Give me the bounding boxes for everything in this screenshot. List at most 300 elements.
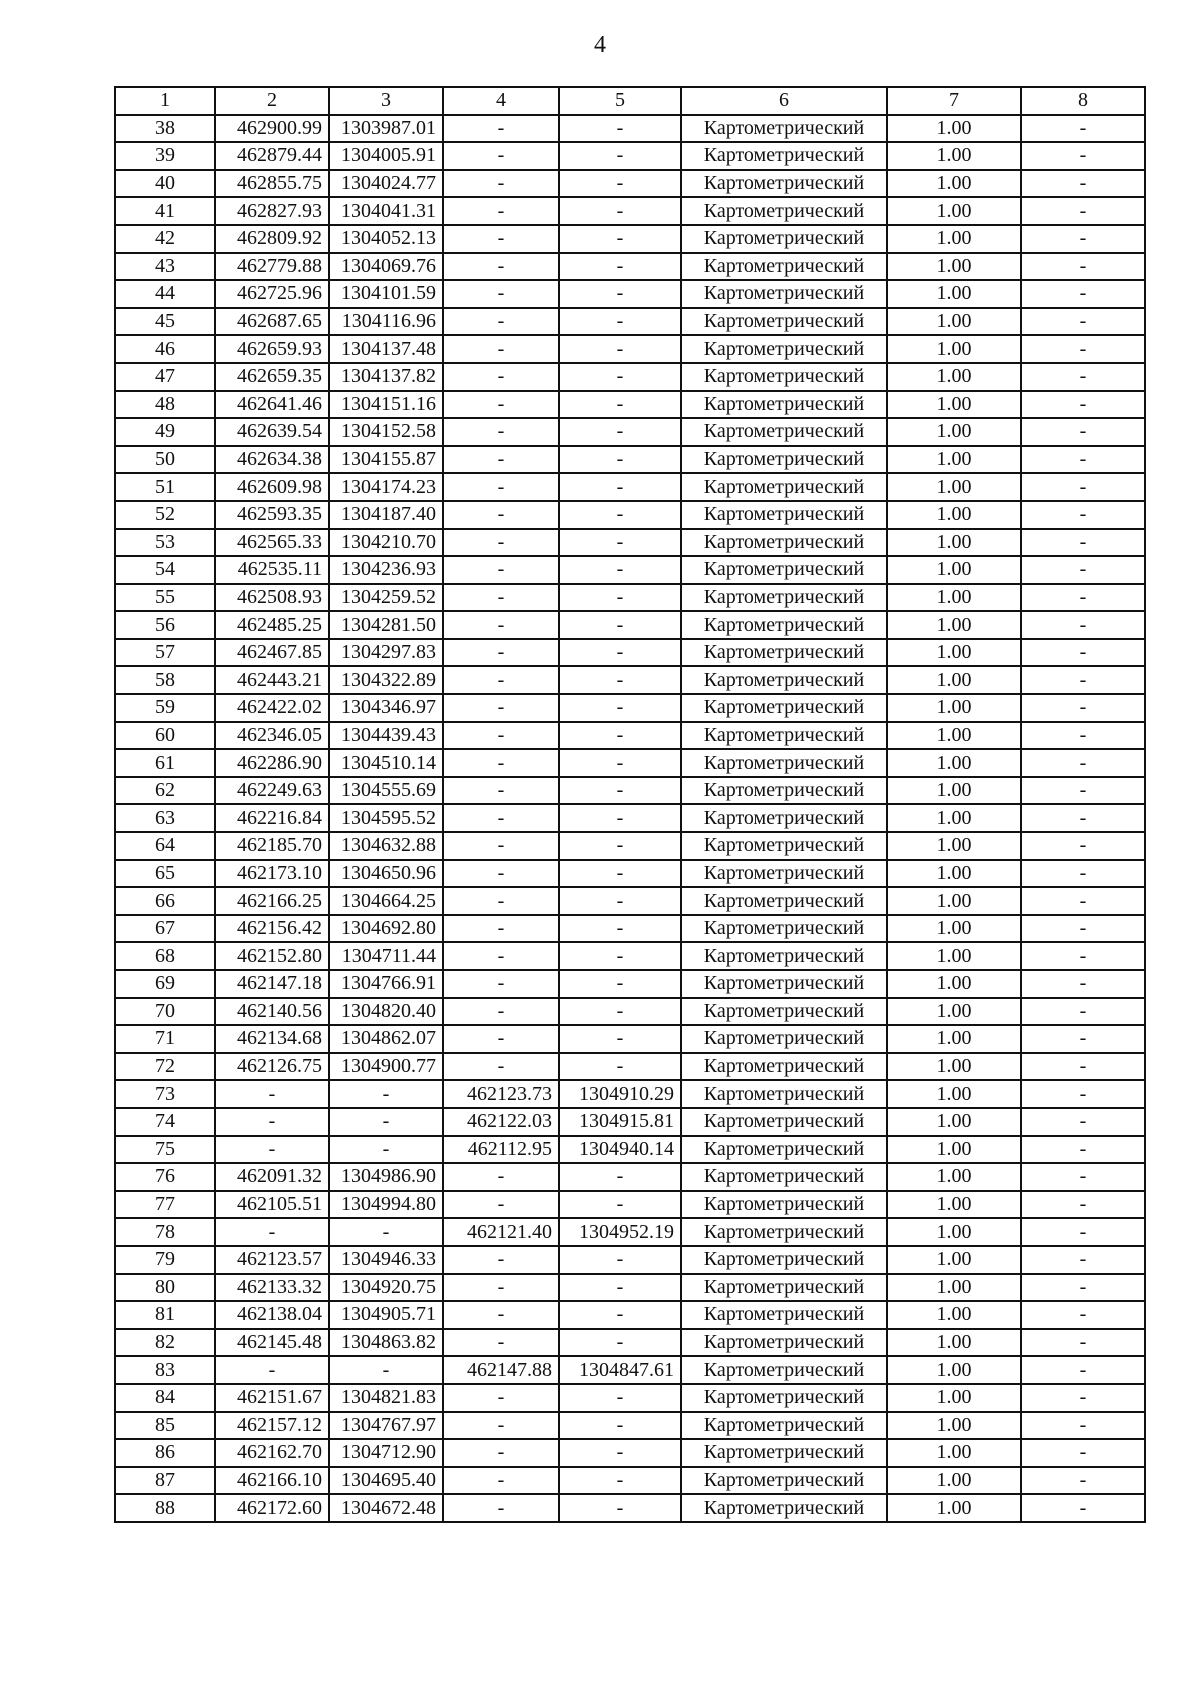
table-cell: - [443, 749, 559, 777]
table-cell: - [1021, 308, 1145, 336]
table-cell: - [1021, 1356, 1145, 1384]
table-cell: - [443, 1467, 559, 1495]
table-cell: 1304439.43 [329, 722, 443, 750]
table-cell: 50 [115, 446, 215, 474]
table-row [115, 1053, 1145, 1081]
table-cell: 55 [115, 584, 215, 612]
table-cell: 1.00 [887, 942, 1021, 970]
table-cell: 1304155.87 [329, 446, 443, 474]
table-cell: 58 [115, 666, 215, 694]
table-row [115, 777, 1145, 805]
table-row [115, 142, 1145, 170]
table-cell: Картометрический [681, 1136, 887, 1164]
table-cell: 462879.44 [215, 142, 329, 170]
table-cell: - [559, 611, 681, 639]
table-cell: - [329, 1108, 443, 1136]
table-cell: 67 [115, 915, 215, 943]
table-row [115, 1218, 1145, 1246]
table-cell: - [559, 1494, 681, 1522]
table-cell: 462485.25 [215, 611, 329, 639]
table-cell: 1.00 [887, 1053, 1021, 1081]
table-cell: - [215, 1080, 329, 1108]
table-cell: - [1021, 942, 1145, 970]
table-cell: - [443, 887, 559, 915]
table-cell: Картометрический [681, 666, 887, 694]
table-cell: - [215, 1356, 329, 1384]
table-row [115, 1163, 1145, 1191]
table-cell: 1.00 [887, 1246, 1021, 1274]
table-row [115, 1191, 1145, 1219]
table-cell: Картометрический [681, 473, 887, 501]
table-row [115, 1108, 1145, 1136]
table-cell: 1304210.70 [329, 529, 443, 557]
table-cell: 65 [115, 860, 215, 888]
table-cell: 1304915.81 [559, 1108, 681, 1136]
table-cell: Картометрический [681, 860, 887, 888]
table-cell: - [443, 915, 559, 943]
table-cell: - [443, 170, 559, 198]
table-cell: - [559, 253, 681, 281]
table-cell: - [559, 942, 681, 970]
table-cell: 62 [115, 777, 215, 805]
table-cell: - [1021, 280, 1145, 308]
table-cell: - [1021, 1412, 1145, 1440]
table-cell: - [1021, 197, 1145, 225]
table-cell: 462659.35 [215, 363, 329, 391]
column-header: 8 [1021, 87, 1145, 115]
table-cell: 462687.65 [215, 308, 329, 336]
column-header: 6 [681, 87, 887, 115]
table-cell: 462725.96 [215, 280, 329, 308]
table-cell: Картометрический [681, 611, 887, 639]
table-cell: 66 [115, 887, 215, 915]
column-header: 2 [215, 87, 329, 115]
table-cell: 462121.40 [443, 1218, 559, 1246]
table-cell: - [443, 998, 559, 1026]
table-cell: 80 [115, 1274, 215, 1302]
table-cell: - [559, 722, 681, 750]
table-cell: 1.00 [887, 1191, 1021, 1219]
table-cell: - [443, 1025, 559, 1053]
table-cell: 47 [115, 363, 215, 391]
table-cell: 53 [115, 529, 215, 557]
table-cell: - [1021, 887, 1145, 915]
table-cell: 1304174.23 [329, 473, 443, 501]
table-cell: 84 [115, 1384, 215, 1412]
table-header-row [115, 87, 1145, 115]
table-cell: 1304986.90 [329, 1163, 443, 1191]
table-row [115, 1384, 1145, 1412]
table-cell: 39 [115, 142, 215, 170]
table-cell: 462138.04 [215, 1301, 329, 1329]
table-row [115, 501, 1145, 529]
table-cell: - [443, 142, 559, 170]
table-cell: - [559, 1274, 681, 1302]
table-cell: 462162.70 [215, 1439, 329, 1467]
table-cell: 1304847.61 [559, 1356, 681, 1384]
table-cell: 1.00 [887, 1329, 1021, 1357]
table-cell: - [559, 749, 681, 777]
table-cell: - [559, 970, 681, 998]
table-cell: - [1021, 804, 1145, 832]
table-cell: - [443, 860, 559, 888]
table-cell: - [559, 473, 681, 501]
table-cell: - [443, 197, 559, 225]
table-cell: 1.00 [887, 887, 1021, 915]
table-cell: 1.00 [887, 1301, 1021, 1329]
table-cell: Картометрический [681, 584, 887, 612]
table-cell: 462809.92 [215, 225, 329, 253]
table-cell: - [443, 1163, 559, 1191]
table-row [115, 804, 1145, 832]
table-row [115, 418, 1145, 446]
table-row [115, 253, 1145, 281]
table-cell: - [443, 335, 559, 363]
table-cell: 462185.70 [215, 832, 329, 860]
table-row [115, 1412, 1145, 1440]
table-cell: - [559, 584, 681, 612]
table-cell: - [1021, 501, 1145, 529]
table-cell: 85 [115, 1412, 215, 1440]
table-cell: 75 [115, 1136, 215, 1164]
table-cell: Картометрический [681, 998, 887, 1026]
table-cell: - [443, 391, 559, 419]
table-cell: - [1021, 418, 1145, 446]
table-cell: - [1021, 391, 1145, 419]
table-row [115, 335, 1145, 363]
table-cell: - [443, 832, 559, 860]
table-row [115, 1080, 1145, 1108]
table-cell: 1303987.01 [329, 115, 443, 143]
table-cell: 73 [115, 1080, 215, 1108]
table-cell: - [1021, 1136, 1145, 1164]
table-cell: 1.00 [887, 611, 1021, 639]
table-cell: 79 [115, 1246, 215, 1274]
table-cell: 71 [115, 1025, 215, 1053]
table-cell: - [1021, 694, 1145, 722]
table-cell: 1304766.91 [329, 970, 443, 998]
table-cell: - [559, 1053, 681, 1081]
table-cell: - [1021, 115, 1145, 143]
table-cell: 1304672.48 [329, 1494, 443, 1522]
table-cell: 1304137.82 [329, 363, 443, 391]
table-cell: - [1021, 915, 1145, 943]
table-cell: - [1021, 1274, 1145, 1302]
table-cell: 1.00 [887, 1163, 1021, 1191]
table-cell: - [443, 115, 559, 143]
table-cell: 462112.95 [443, 1136, 559, 1164]
table-cell: - [443, 1412, 559, 1440]
table-cell: 69 [115, 970, 215, 998]
table-cell: Картометрический [681, 335, 887, 363]
table-cell: - [1021, 1494, 1145, 1522]
table-cell: 1.00 [887, 170, 1021, 198]
table-cell: 46 [115, 335, 215, 363]
table-cell: - [559, 1163, 681, 1191]
table-cell: Картометрический [681, 970, 887, 998]
table-cell: 462900.99 [215, 115, 329, 143]
table-cell: 1304767.97 [329, 1412, 443, 1440]
table-cell: - [559, 666, 681, 694]
table-row [115, 308, 1145, 336]
table-cell: 1.00 [887, 529, 1021, 557]
table-cell: 462123.57 [215, 1246, 329, 1274]
table-cell: - [1021, 639, 1145, 667]
table-cell: 462166.25 [215, 887, 329, 915]
table-cell: - [1021, 1384, 1145, 1412]
table-cell: - [1021, 970, 1145, 998]
table-cell: - [1021, 1025, 1145, 1053]
table-cell: 1.00 [887, 584, 1021, 612]
table-cell: - [1021, 860, 1145, 888]
table-row [115, 942, 1145, 970]
table-cell: 1304116.96 [329, 308, 443, 336]
table-cell: 462508.93 [215, 584, 329, 612]
table-cell: 1304940.14 [559, 1136, 681, 1164]
column-header: 4 [443, 87, 559, 115]
table-cell: Картометрический [681, 1108, 887, 1136]
table-cell: 462779.88 [215, 253, 329, 281]
table-row [115, 1301, 1145, 1329]
table-cell: 1.00 [887, 639, 1021, 667]
table-row [115, 391, 1145, 419]
table-cell: 1.00 [887, 722, 1021, 750]
table-row [115, 1494, 1145, 1522]
table-row [115, 446, 1145, 474]
table-cell: 1.00 [887, 556, 1021, 584]
table-cell: - [443, 253, 559, 281]
table-cell: - [559, 280, 681, 308]
table-cell: - [1021, 446, 1145, 474]
table-cell: 1304024.77 [329, 170, 443, 198]
table-cell: - [559, 998, 681, 1026]
table-cell: 1304151.16 [329, 391, 443, 419]
table-cell: - [559, 777, 681, 805]
table-cell: - [443, 556, 559, 584]
table-cell: 462855.75 [215, 170, 329, 198]
table-cell: 462122.03 [443, 1108, 559, 1136]
table-cell: 462249.63 [215, 777, 329, 805]
table-cell: 56 [115, 611, 215, 639]
table-cell: 1304510.14 [329, 749, 443, 777]
table-cell: 1304632.88 [329, 832, 443, 860]
table-cell: - [443, 1329, 559, 1357]
table-cell: - [1021, 225, 1145, 253]
table-cell: Картометрический [681, 1053, 887, 1081]
table-cell: 1304137.48 [329, 335, 443, 363]
table-cell: Картометрический [681, 253, 887, 281]
table-cell: 1304297.83 [329, 639, 443, 667]
table-cell: Картометрический [681, 115, 887, 143]
table-cell: - [559, 115, 681, 143]
table-cell: 72 [115, 1053, 215, 1081]
table-cell: - [1021, 142, 1145, 170]
table-cell: - [1021, 1108, 1145, 1136]
table-cell: 1304910.29 [559, 1080, 681, 1108]
table-cell: 38 [115, 115, 215, 143]
table-cell: - [1021, 335, 1145, 363]
table-cell: - [215, 1108, 329, 1136]
table-cell: - [559, 1301, 681, 1329]
table-row [115, 225, 1145, 253]
table-cell: - [1021, 777, 1145, 805]
table-cell: Картометрический [681, 1191, 887, 1219]
table-cell: Картометрический [681, 418, 887, 446]
table-cell: 462157.12 [215, 1412, 329, 1440]
table-cell: - [1021, 749, 1145, 777]
table-cell: - [559, 225, 681, 253]
table-cell: Картометрический [681, 804, 887, 832]
table-cell: 1304952.19 [559, 1218, 681, 1246]
table-cell: Картометрический [681, 308, 887, 336]
table-cell: 462346.05 [215, 722, 329, 750]
table-cell: - [1021, 1080, 1145, 1108]
table-cell: - [1021, 998, 1145, 1026]
table-cell: 462443.21 [215, 666, 329, 694]
table-row [115, 529, 1145, 557]
table-cell: - [559, 1329, 681, 1357]
table-cell: - [443, 418, 559, 446]
table-cell: Картометрический [681, 1356, 887, 1384]
table-cell: Картометрический [681, 1163, 887, 1191]
table-cell: 1.00 [887, 1080, 1021, 1108]
table-cell: Картометрический [681, 1412, 887, 1440]
table-cell: - [559, 335, 681, 363]
table-row [115, 1136, 1145, 1164]
table-body [115, 115, 1145, 1522]
table-cell: - [443, 722, 559, 750]
table-cell: - [443, 639, 559, 667]
table-cell: 1.00 [887, 1108, 1021, 1136]
table-cell: - [1021, 1439, 1145, 1467]
table-cell: 1304005.91 [329, 142, 443, 170]
table-cell: Картометрический [681, 501, 887, 529]
table-cell: 1.00 [887, 142, 1021, 170]
table-cell: 1.00 [887, 1218, 1021, 1246]
table-cell: Картометрический [681, 1384, 887, 1412]
table-row [115, 197, 1145, 225]
table-cell: - [1021, 1053, 1145, 1081]
table-row [115, 749, 1145, 777]
table-cell: 1304920.75 [329, 1274, 443, 1302]
table-cell: 462565.33 [215, 529, 329, 557]
table-cell: - [559, 639, 681, 667]
table-cell: - [1021, 1246, 1145, 1274]
table-row [115, 1467, 1145, 1495]
table-row [115, 860, 1145, 888]
table-cell: Картометрический [681, 1218, 887, 1246]
table-cell: 83 [115, 1356, 215, 1384]
table-cell: 462166.10 [215, 1467, 329, 1495]
table-cell: 1.00 [887, 1384, 1021, 1412]
table-cell: 1.00 [887, 1356, 1021, 1384]
table-cell: 462659.93 [215, 335, 329, 363]
table-cell: 1304994.80 [329, 1191, 443, 1219]
table-cell: - [559, 1412, 681, 1440]
table-cell: - [559, 832, 681, 860]
table-cell: Картометрический [681, 197, 887, 225]
column-header: 1 [115, 87, 215, 115]
table-cell: Картометрический [681, 1025, 887, 1053]
table-cell: 88 [115, 1494, 215, 1522]
table-cell: - [1021, 473, 1145, 501]
table-row [115, 998, 1145, 1026]
table-cell: 1304069.76 [329, 253, 443, 281]
table-cell: 1304692.80 [329, 915, 443, 943]
table-cell: - [559, 418, 681, 446]
table-cell: Картометрический [681, 1246, 887, 1274]
table-cell: Картометрический [681, 1329, 887, 1357]
table-cell: 1304664.25 [329, 887, 443, 915]
table-cell: - [559, 170, 681, 198]
table-cell: - [1021, 556, 1145, 584]
table-cell: - [443, 473, 559, 501]
table-cell: - [559, 887, 681, 915]
table-row [115, 556, 1145, 584]
table-cell: 462091.32 [215, 1163, 329, 1191]
table-cell: Картометрический [681, 280, 887, 308]
column-header: 7 [887, 87, 1021, 115]
table-cell: - [559, 1191, 681, 1219]
table-cell: - [1021, 666, 1145, 694]
table-cell: Картометрический [681, 887, 887, 915]
table-cell: - [559, 197, 681, 225]
table-cell: - [1021, 1467, 1145, 1495]
table-cell: 68 [115, 942, 215, 970]
table-cell: 1.00 [887, 777, 1021, 805]
table-cell: - [443, 611, 559, 639]
table-cell: 462286.90 [215, 749, 329, 777]
table-cell: 1304236.93 [329, 556, 443, 584]
table-cell: 1.00 [887, 335, 1021, 363]
table-cell: 1.00 [887, 998, 1021, 1026]
table-cell: 1304281.50 [329, 611, 443, 639]
table-row [115, 1274, 1145, 1302]
table-cell: - [443, 1439, 559, 1467]
table-cell: - [329, 1136, 443, 1164]
table-cell: - [443, 501, 559, 529]
table-cell: Картометрический [681, 142, 887, 170]
table-cell: - [559, 308, 681, 336]
table-row [115, 1025, 1145, 1053]
table-cell: Картометрический [681, 225, 887, 253]
table-cell: 1304862.07 [329, 1025, 443, 1053]
table-cell: - [559, 694, 681, 722]
table-cell: 86 [115, 1439, 215, 1467]
table-cell: - [1021, 529, 1145, 557]
table-cell: Картометрический [681, 749, 887, 777]
table-cell: - [443, 529, 559, 557]
table-cell: 1.00 [887, 1494, 1021, 1522]
table-row [115, 584, 1145, 612]
table-cell: - [443, 694, 559, 722]
table-cell: Картометрический [681, 777, 887, 805]
column-header: 5 [559, 87, 681, 115]
table-cell: 1304820.40 [329, 998, 443, 1026]
table-cell: - [559, 1025, 681, 1053]
table-cell: 462467.85 [215, 639, 329, 667]
table-cell: 1.00 [887, 666, 1021, 694]
table-cell: 1.00 [887, 1136, 1021, 1164]
table-cell: 1.00 [887, 860, 1021, 888]
table-cell: Картометрический [681, 170, 887, 198]
table-cell: 1.00 [887, 280, 1021, 308]
table-row [115, 832, 1145, 860]
table-cell: - [559, 556, 681, 584]
table-cell: - [215, 1136, 329, 1164]
table-cell: - [443, 942, 559, 970]
table-cell: 462156.42 [215, 915, 329, 943]
